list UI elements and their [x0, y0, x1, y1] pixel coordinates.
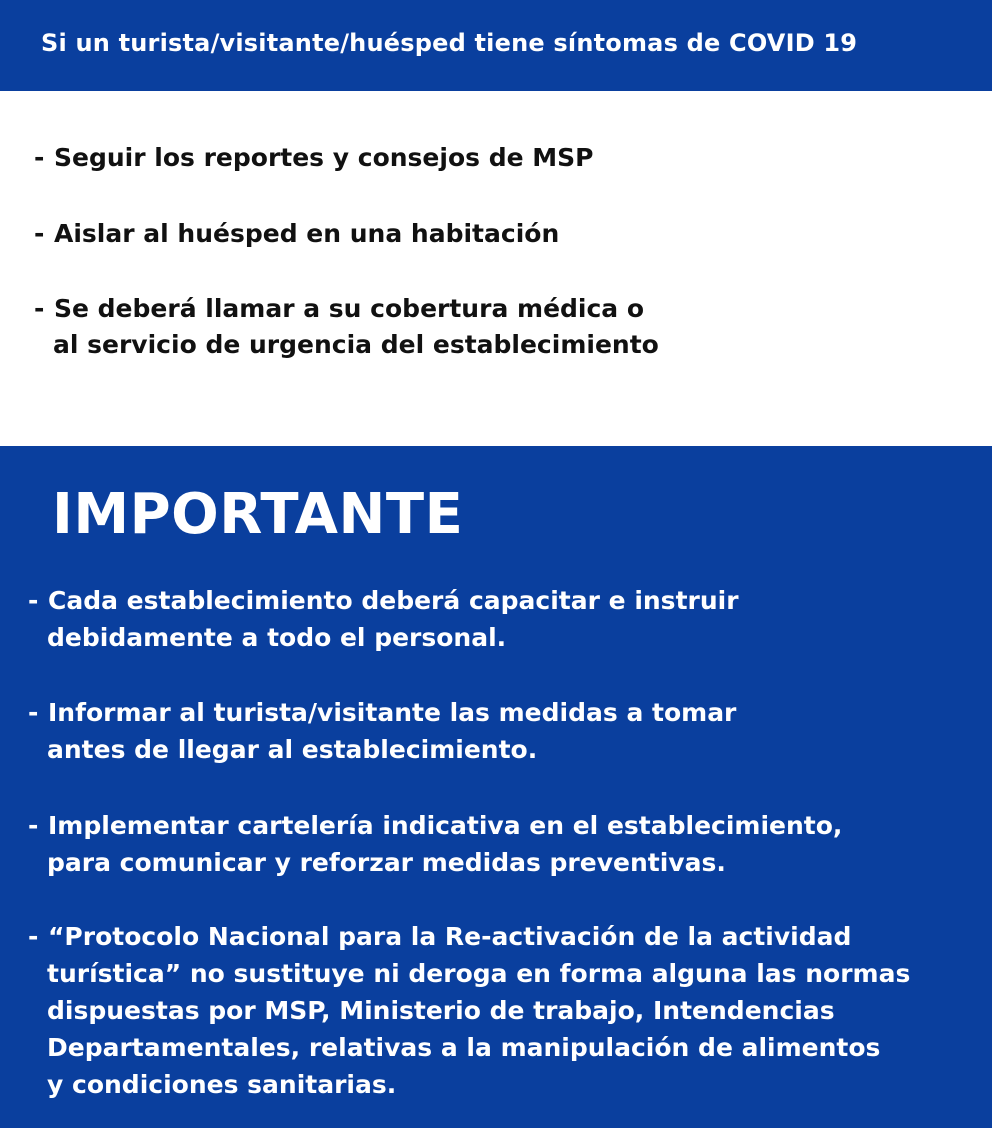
- note-item: [28, 807, 842, 881]
- step-text: Aislar al huésped en una habitación: [54, 219, 560, 248]
- note-text: “Protocolo Nacional para la Re-activación de la actividad: [48, 922, 852, 951]
- note-item: [28, 694, 736, 768]
- bullet-dash: -: [28, 698, 39, 727]
- important-heading: IMPORTANTE: [52, 482, 464, 547]
- step-item: [34, 216, 559, 252]
- note-text-continuation: Departamentales, relativas a la manipulación de alimentos: [47, 1033, 881, 1062]
- step-item: [34, 291, 659, 363]
- note-item: [28, 918, 910, 1103]
- note-item: [28, 582, 739, 656]
- bullet-dash: -: [34, 143, 45, 172]
- note-text-continuation: turística” no sustituye ni deroga en forma alguna las normas: [47, 959, 911, 988]
- note-text: Informar al turista/visitante las medidas a tomar: [48, 698, 737, 727]
- note-text: Cada establecimiento deberá capacitar e instruir: [48, 586, 739, 615]
- note-text-continuation: antes de llegar al establecimiento.: [47, 735, 538, 764]
- note-text: Implementar cartelería indicativa en el establecimiento,: [48, 811, 843, 840]
- bullet-dash: -: [34, 294, 45, 323]
- note-text-continuation: dispuestas por MSP, Ministerio de trabajo, Intendencias: [47, 996, 835, 1025]
- bullet-dash: -: [28, 811, 39, 840]
- step-text-continuation: al servicio de urgencia del establecimiento: [53, 330, 659, 359]
- note-text-continuation: debidamente a todo el personal.: [47, 623, 507, 652]
- note-text-continuation: y condiciones sanitarias.: [47, 1070, 397, 1099]
- bullet-dash: -: [28, 586, 39, 615]
- bullet-dash: -: [34, 219, 45, 248]
- note-text-continuation: para comunicar y reforzar medidas preventivas.: [47, 848, 726, 877]
- bullet-dash: -: [28, 922, 39, 951]
- step-item: [34, 140, 593, 176]
- step-text: Se deberá llamar a su cobertura médica o: [54, 294, 645, 323]
- header-title: Si un turista/visitante/huésped tiene síntomas de COVID 19: [41, 29, 858, 57]
- step-text: Seguir los reportes y consejos de MSP: [54, 143, 594, 172]
